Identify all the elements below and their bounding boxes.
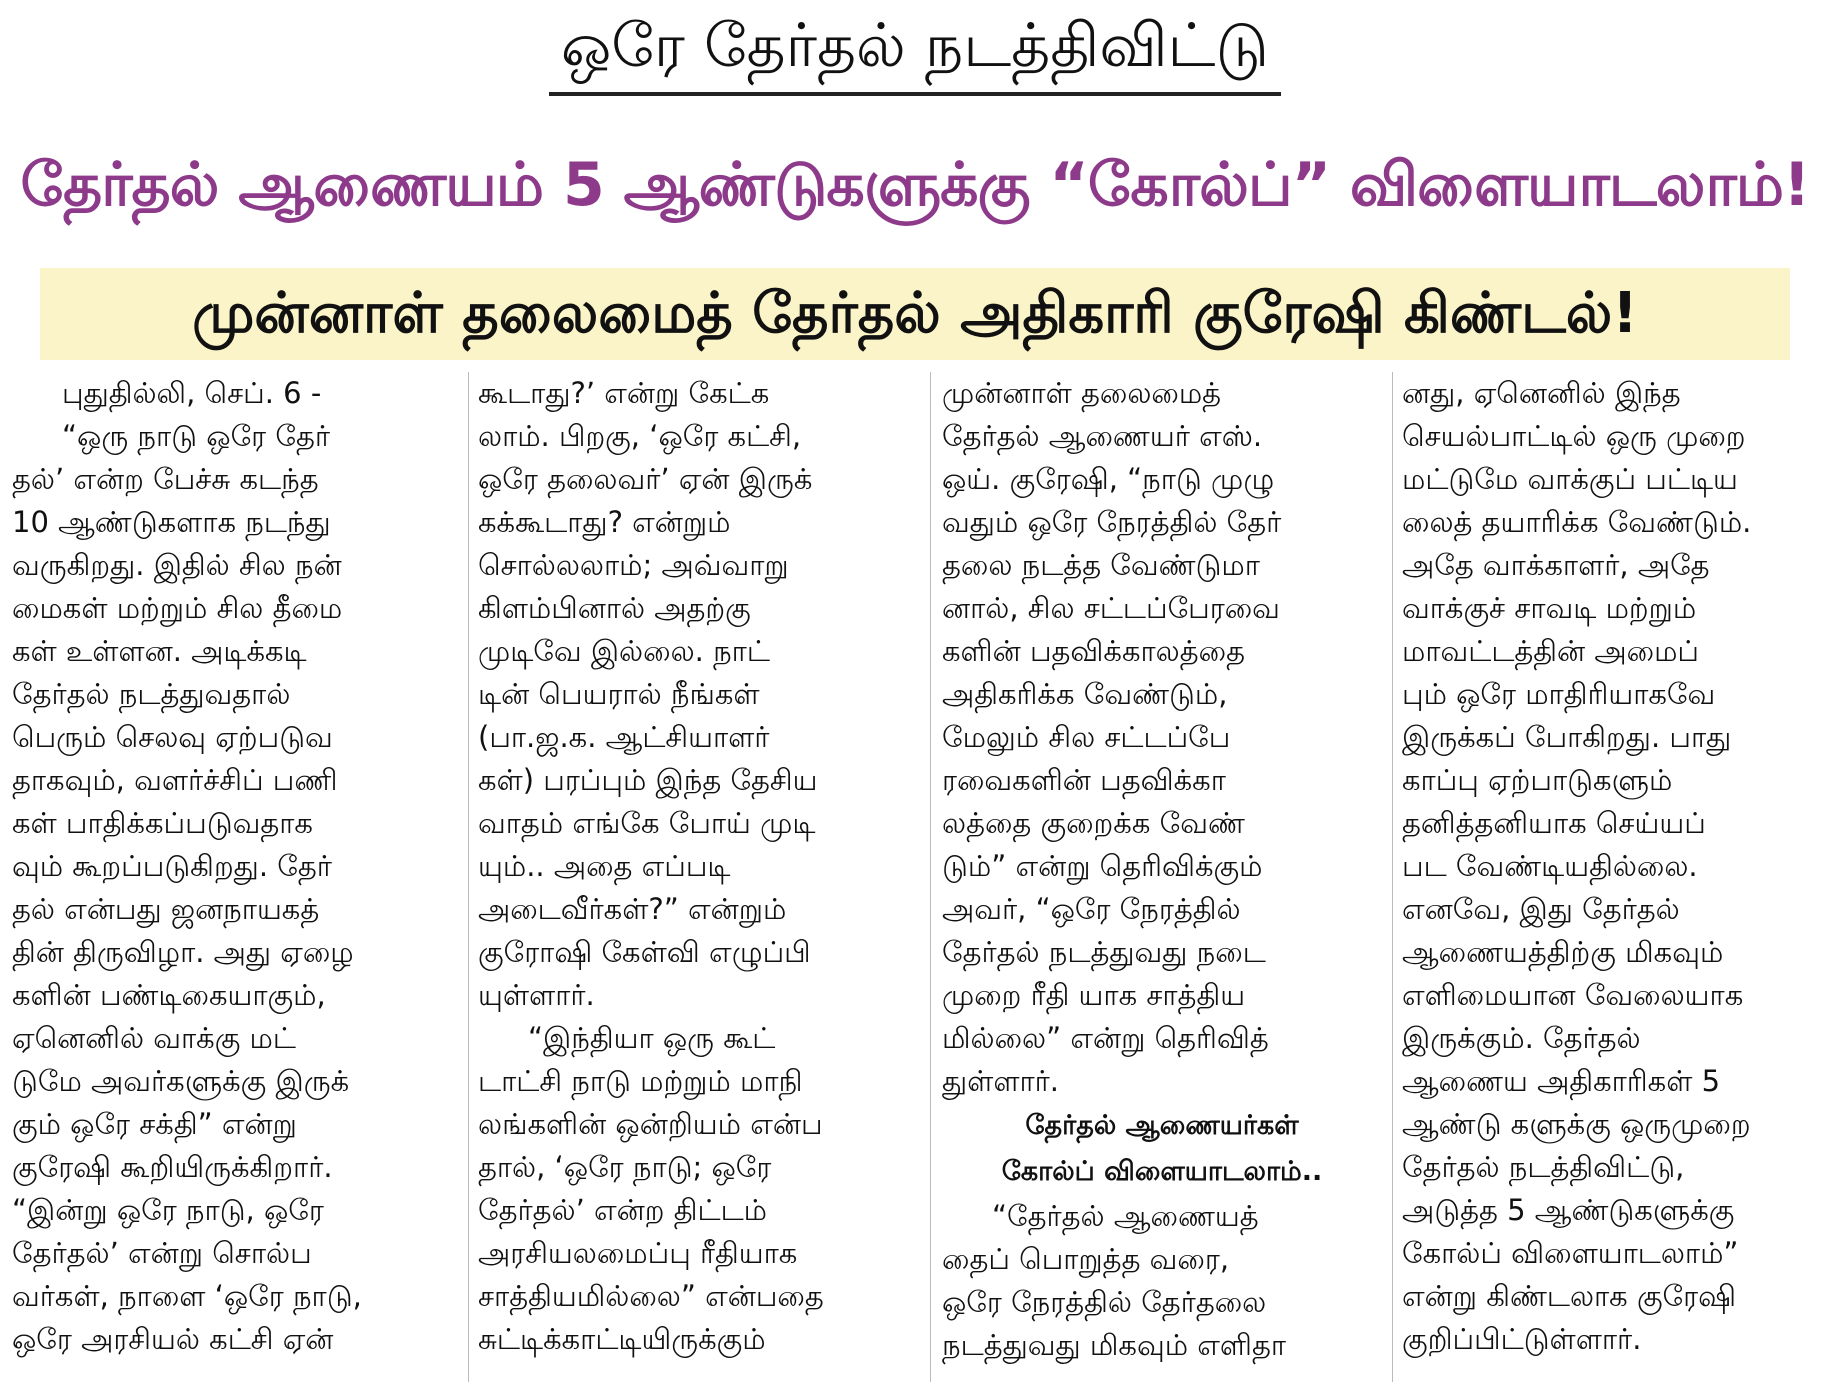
text-line: கள் பாதிக்கப்படுவதாக bbox=[12, 806, 313, 840]
section-subheading: கோல்ப் விளையாடலாம்.. bbox=[1001, 1156, 1323, 1187]
text-line: ஒரே தலைவர்’ ஏன் இருக் bbox=[478, 462, 813, 496]
text-line: லங்களின் ஒன்றியம் என்ப bbox=[478, 1107, 823, 1141]
text-line: இருக்கப் போகிறது. பாது bbox=[1402, 720, 1732, 754]
text-line: அடுத்த 5 ஆண்டுகளுக்கு bbox=[1402, 1193, 1735, 1227]
text-line: தாகவும், வளர்ச்சிப் பணி bbox=[12, 763, 338, 797]
text-line: ஒரே அரசியல் கட்சி ஏன் bbox=[12, 1322, 334, 1356]
text-line: ஆணையத்திற்கு மிகவும் bbox=[1402, 935, 1724, 969]
text-line: கூடாது?’ என்று கேட்க bbox=[478, 376, 770, 410]
text-line: லத்தை குறைக்க வேண் bbox=[942, 806, 1245, 840]
article-column-3 bbox=[942, 372, 1382, 1382]
text-line: பட வேண்டியதில்லை. bbox=[1402, 849, 1698, 883]
text-line: முடிவே இல்லை. நாட் bbox=[478, 634, 770, 668]
text-line: “இந்தியா ஒரு கூட் bbox=[528, 1021, 776, 1055]
text-line: னால், சில சட்டப்பேரவை bbox=[942, 591, 1280, 625]
text-line: “ஒரு நாடு ஒரே தேர் bbox=[62, 419, 330, 453]
text-line: கோல்ப் விளையாடலாம்” bbox=[1402, 1236, 1739, 1270]
text-line: ஏனெனில் வாக்கு மட் bbox=[12, 1021, 296, 1055]
text-line: எளிமையான வேலையாக bbox=[1402, 978, 1744, 1012]
text-line: னது, ஏனெனில் இந்த bbox=[1402, 376, 1681, 410]
text-line: வருகிறது. இதில் சில நன் bbox=[12, 548, 342, 582]
text-line: கள் உள்ளன. அடிக்கடி bbox=[12, 634, 307, 668]
text-line: யும்.. அதை எப்படி bbox=[478, 849, 731, 883]
text-line: தின் திருவிழா. அது ஏழை bbox=[12, 935, 354, 969]
text-line: கிளம்பினால் அதற்கு bbox=[478, 591, 751, 625]
text-line: என்று கிண்டலாக குரேஷி bbox=[1402, 1279, 1737, 1313]
text-line: “தேர்தல் ஆணையத் bbox=[992, 1199, 1259, 1233]
text-line: தேர்தல் ஆணையர் எஸ். bbox=[942, 419, 1263, 453]
text-line: தேர்தல்’ என்று சொல்ப bbox=[12, 1236, 312, 1270]
subheadline-text: முன்னாள் தலைமைத் தேர்தல் அதிகாரி குரேஷி கிண்டல்! bbox=[192, 281, 1638, 346]
text-line: ஒய். குரேஷி, “நாடு முழு bbox=[942, 462, 1275, 496]
kicker-text: ஒரே தேர்தல் நடத்திவிட்டு bbox=[549, 0, 1281, 96]
text-line: இருக்கும். தேர்தல் bbox=[1402, 1021, 1641, 1055]
text-line: தால், ‘ஒரே நாடு; ஒரே bbox=[478, 1150, 772, 1184]
text-line: முன்னாள் தலைமைத் bbox=[942, 376, 1222, 410]
text-line: செயல்பாட்டில் ஒரு முறை bbox=[1402, 419, 1746, 453]
text-line: நடத்துவது மிகவும் எளிதா bbox=[942, 1328, 1286, 1362]
text-line: ரவைகளின் பதவிக்கா bbox=[942, 763, 1226, 797]
text-line: “இன்று ஒரே நாடு, ஒரே bbox=[12, 1193, 324, 1227]
text-line: வாதம் எங்கே போய் முடி bbox=[478, 806, 816, 840]
text-line: துள்ளார். bbox=[942, 1064, 1060, 1098]
text-line: ஆணைய அதிகாரிகள் 5 bbox=[1402, 1064, 1721, 1098]
text-line: லாம். பிறகு, ‘ஒரே கட்சி, bbox=[478, 419, 802, 453]
text-line: 10 ஆண்டுகளாக நடந்து bbox=[12, 505, 331, 539]
text-line: வர்கள், நாளை ‘ஒரே நாடு, bbox=[12, 1279, 362, 1313]
text-line: மில்லை” என்று தெரிவித் bbox=[942, 1021, 1269, 1055]
text-line: அடைவீர்கள்?” என்றும் bbox=[478, 892, 787, 926]
text-line: டின் பெயரால் நீங்கள் bbox=[478, 677, 760, 711]
text-line: காப்பு ஏற்பாடுகளும் bbox=[1402, 763, 1673, 797]
text-line: குரேஷி கூறியிருக்கிறார். bbox=[12, 1150, 333, 1184]
text-line: தைப் பொறுத்த வரை, bbox=[942, 1242, 1230, 1276]
kicker-heading bbox=[0, 0, 1830, 100]
subheadline-band bbox=[40, 268, 1790, 360]
text-line: எனவே, இது தேர்தல் bbox=[1402, 892, 1680, 926]
text-line: சாத்தியமில்லை” என்பதை bbox=[478, 1279, 824, 1313]
text-line: கள்) பரப்பும் இந்த தேசிய bbox=[478, 763, 818, 797]
text-line: அரசியலமைப்பு ரீதியாக bbox=[478, 1236, 798, 1270]
article-column-4 bbox=[1402, 372, 1830, 1382]
text-line: மாவட்டத்தின் அமைப் bbox=[1402, 634, 1699, 668]
column-divider bbox=[1392, 372, 1393, 1382]
text-line: வாக்குச் சாவடி மற்றும் bbox=[1402, 591, 1697, 625]
text-line: மட்டுமே வாக்குப் பட்டிய bbox=[1402, 462, 1738, 496]
text-line: பெரும் செலவு ஏற்படுவ bbox=[12, 720, 333, 754]
article-column-1 bbox=[12, 372, 452, 1382]
column-divider bbox=[930, 372, 931, 1382]
main-headline: தேர்தல் ஆணையம் 5 ஆண்டுகளுக்கு “கோல்ப்” விளையாடலாம்! bbox=[20, 150, 1810, 220]
text-line: பும் ஒரே மாதிரியாகவே bbox=[1402, 677, 1716, 711]
text-line: சொல்லலாம்; அவ்வாறு bbox=[478, 548, 789, 582]
text-line: அதிகரிக்க வேண்டும், bbox=[942, 677, 1228, 711]
text-line: களின் பண்டிகையாகும், bbox=[12, 978, 326, 1012]
text-line: வும் கூறப்படுகிறது. தேர் bbox=[12, 849, 332, 883]
text-line: குரோஷி கேள்வி எழுப்பி bbox=[478, 935, 811, 969]
text-line: முறை ரீதி யாக சாத்திய bbox=[942, 978, 1246, 1012]
text-line: புதுதில்லி, செப். 6 - bbox=[62, 376, 322, 410]
text-line: டும்” என்று தெரிவிக்கும் bbox=[942, 849, 1263, 883]
text-line: லைத் தயாரிக்க வேண்டும். bbox=[1402, 505, 1752, 539]
text-line: தனித்தனியாக செய்யப் bbox=[1402, 806, 1706, 840]
text-line: தேர்தல் நடத்துவதால் bbox=[12, 677, 291, 711]
text-line: டாட்சி நாடு மற்றும் மாநி bbox=[478, 1064, 803, 1098]
column-divider bbox=[468, 372, 469, 1382]
text-line: களின் பதவிக்காலத்தை bbox=[942, 634, 1245, 668]
text-line: குறிப்பிட்டுள்ளார். bbox=[1402, 1322, 1642, 1356]
text-line: தேர்தல் நடத்துவது நடை bbox=[942, 935, 1266, 969]
text-line: அதே வாக்காளர், அதே bbox=[1402, 548, 1710, 582]
text-line: யுள்ளார். bbox=[478, 978, 595, 1012]
text-line: தேர்தல் நடத்திவிட்டு, bbox=[1402, 1150, 1685, 1184]
text-line: மேலும் சில சட்டப்பே bbox=[942, 720, 1231, 754]
article-column-2 bbox=[478, 372, 918, 1382]
text-line: கக்கூடாது? என்றும் bbox=[478, 505, 731, 539]
text-line: ஆண்டு களுக்கு ஒருமுறை bbox=[1402, 1107, 1751, 1141]
text-line: வதும் ஒரே நேரத்தில் தேர் bbox=[942, 505, 1282, 539]
text-line: டுமே அவர்களுக்கு இருக் bbox=[12, 1064, 350, 1098]
section-subheading: தேர்தல் ஆணையர்கள் bbox=[1025, 1110, 1299, 1141]
text-line: மைகள் மற்றும் சில தீமை bbox=[12, 591, 343, 625]
text-line: ஒரே நேரத்தில் தேர்தலை bbox=[942, 1285, 1267, 1319]
text-line: தலை நடத்த வேண்டுமா bbox=[942, 548, 1260, 582]
text-line: சுட்டிக்காட்டியிருக்கும் bbox=[478, 1322, 766, 1356]
text-line: தல்’ என்ற பேச்சு கடந்த bbox=[12, 462, 319, 496]
text-line: (பா.ஜ.க. ஆட்சியாளர் bbox=[478, 720, 770, 754]
text-line: தேர்தல்’ என்ற திட்டம் bbox=[478, 1193, 767, 1227]
text-line: அவர், “ஒரே நேரத்தில் bbox=[942, 892, 1241, 926]
text-line: தல் என்பது ஜனநாயகத் bbox=[12, 892, 320, 926]
text-line: கும் ஒரே சக்தி” என்று bbox=[12, 1107, 297, 1141]
